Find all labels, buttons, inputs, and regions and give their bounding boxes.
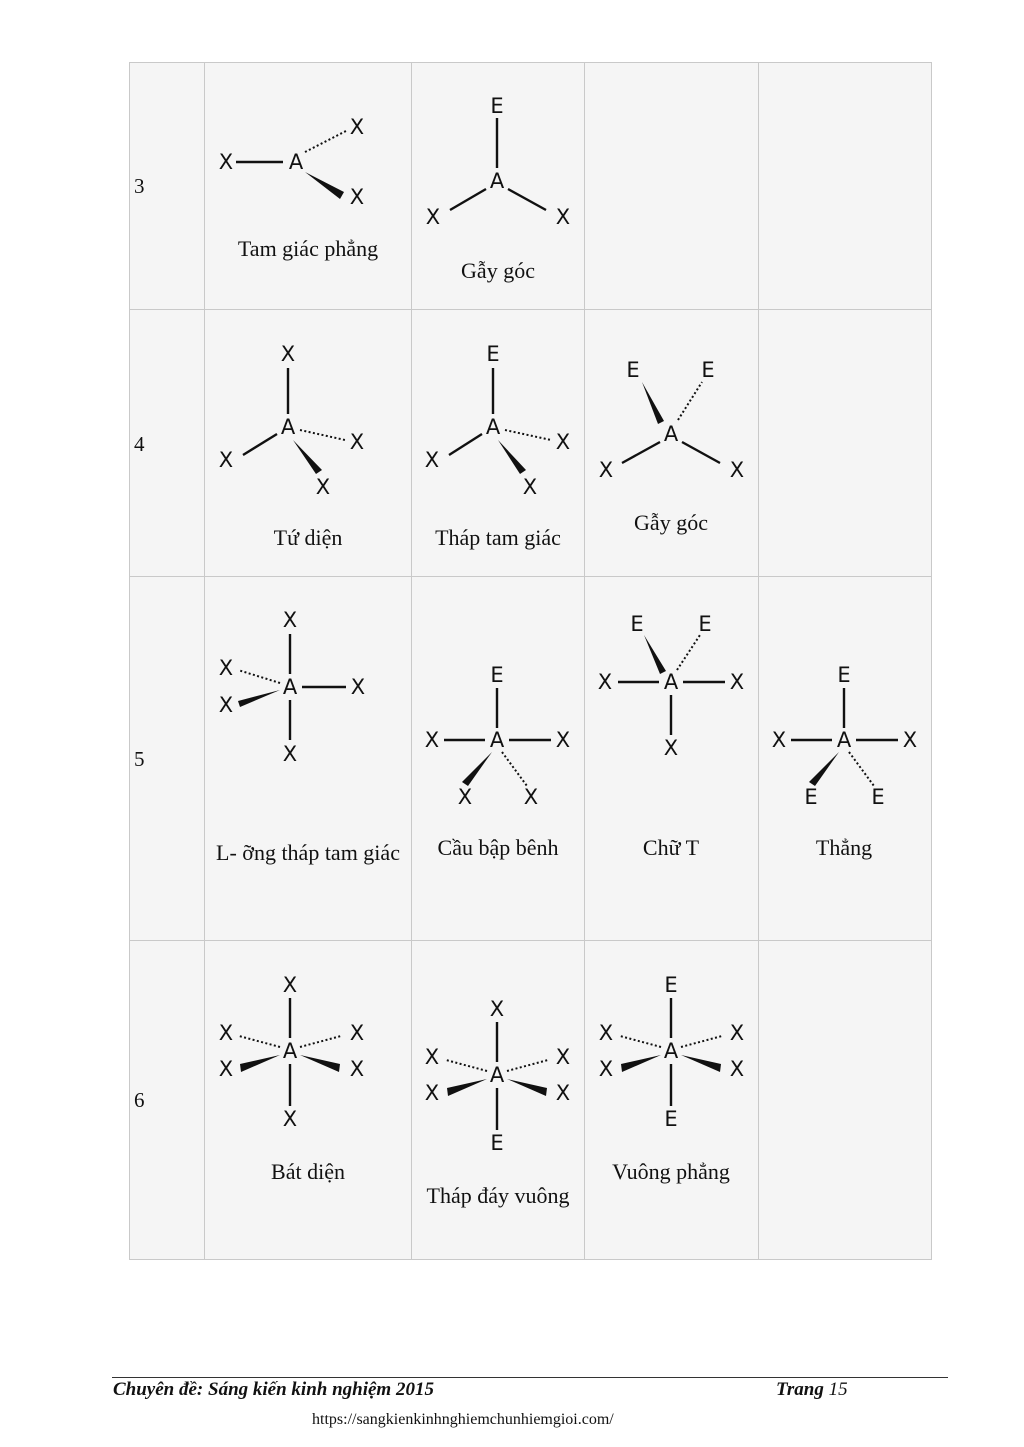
lone-pair-atom: E — [698, 612, 712, 636]
geometry-caption: Tứ diện — [273, 525, 343, 550]
ligand-atom: X — [598, 1057, 614, 1081]
ligand-atom: X — [424, 1045, 440, 1069]
ligand-atom: X — [350, 675, 366, 699]
ligand-atom: X — [555, 430, 571, 454]
table-border — [411, 62, 412, 1260]
ligand-atom: X — [282, 742, 298, 766]
table-border — [931, 62, 932, 1260]
bent-structure — [588, 350, 758, 495]
footer-rule — [112, 1377, 948, 1378]
t-shaped-structure — [588, 605, 758, 765]
table-border — [129, 576, 932, 577]
ligand-atom: X — [523, 785, 539, 809]
trigonal-bipyramidal-structure — [209, 600, 409, 775]
footer-title: Chuyên đề: Sáng kiến kinh nghiệm 2015 — [113, 1379, 434, 1400]
ligand-atom: X — [424, 1081, 440, 1105]
central-atom: A — [663, 670, 679, 694]
row-number: 6 — [134, 1088, 145, 1112]
ligand-atom: X — [282, 608, 298, 632]
ligand-atom: X — [663, 736, 679, 760]
table-border — [129, 309, 932, 310]
lone-pair-atom: E — [804, 785, 818, 809]
central-atom: A — [282, 675, 298, 699]
ligand-atom: X — [218, 656, 234, 680]
ligand-atom: X — [597, 670, 613, 694]
ligand-atom: X — [218, 448, 234, 472]
ligand-atom: X — [729, 458, 745, 482]
geometry-caption: Cầu bập bênh — [437, 835, 559, 860]
square-planar-structure — [588, 965, 758, 1140]
ligand-atom: X — [555, 1045, 571, 1069]
lone-pair-atom: E — [664, 1107, 678, 1131]
geometry-caption: Tháp tam giác — [435, 525, 561, 550]
table-border — [204, 62, 205, 1260]
ligand-atom: X — [349, 115, 365, 139]
geometry-caption: Gẫy góc — [461, 258, 535, 283]
lone-pair-atom: E — [626, 358, 640, 382]
geometry-caption: Chữ T — [642, 835, 700, 860]
ligand-atom: X — [282, 1107, 298, 1131]
central-atom: A — [836, 728, 852, 752]
trigonal-planar-structure — [209, 105, 409, 225]
geometry-caption: Tam giác phẳng — [237, 236, 379, 261]
table-border — [129, 1259, 932, 1260]
geometry-caption: Thẳng — [815, 835, 873, 860]
central-atom: A — [280, 415, 296, 439]
row-number: 3 — [134, 174, 145, 198]
linear-structure — [762, 655, 930, 815]
central-atom: A — [489, 169, 505, 193]
central-atom: A — [282, 1039, 298, 1063]
central-atom: A — [489, 1063, 505, 1087]
table-border — [758, 62, 759, 1260]
ligand-atom: X — [598, 458, 614, 482]
ligand-atom: X — [522, 475, 538, 499]
lone-pair-atom: E — [490, 1131, 504, 1155]
ligand-atom: X — [598, 1021, 614, 1045]
ligand-atom: X — [349, 1021, 365, 1045]
lone-pair-atom: E — [871, 785, 885, 809]
ligand-atom: X — [555, 1081, 571, 1105]
lone-pair-atom: E — [490, 663, 504, 687]
seesaw-structure — [415, 655, 585, 815]
ligand-atom: X — [218, 693, 234, 717]
row-number: 5 — [134, 747, 145, 771]
lone-pair-atom: E — [664, 973, 678, 997]
ligand-atom: X — [771, 728, 787, 752]
table-border — [129, 940, 932, 941]
ligand-atom: X — [218, 1057, 234, 1081]
trigonal-pyramidal-structure — [415, 335, 585, 505]
table-border — [129, 62, 932, 63]
ligand-atom: X — [424, 728, 440, 752]
lone-pair-atom: E — [837, 663, 851, 687]
octahedral-structure — [209, 965, 409, 1140]
lone-pair-atom: E — [630, 612, 644, 636]
ligand-atom: X — [218, 150, 234, 174]
tetrahedral-structure — [209, 335, 409, 505]
ligand-atom: X — [349, 185, 365, 209]
central-atom: A — [288, 150, 304, 174]
square-pyramidal-structure — [415, 990, 585, 1160]
footer-page — [776, 1379, 848, 1401]
ligand-atom: X — [315, 475, 331, 499]
geometry-caption: L- ỡng tháp tam giác — [216, 840, 400, 865]
central-atom: A — [663, 422, 679, 446]
ligand-atom: X — [729, 1057, 745, 1081]
geometry-caption: Gẫy góc — [634, 510, 708, 535]
geometry-caption: Bát diện — [271, 1159, 345, 1184]
ligand-atom: X — [349, 1057, 365, 1081]
lone-pair-atom: E — [490, 94, 504, 118]
lone-pair-atom: E — [486, 342, 500, 366]
ligand-atom: X — [349, 430, 365, 454]
footer-url[interactable]: https://sangkienkinhnghiemchunhiemgioi.com/ — [312, 1411, 614, 1428]
ligand-atom: X — [282, 973, 298, 997]
page-label: Trang — [776, 1379, 824, 1400]
central-atom: A — [663, 1039, 679, 1063]
ligand-atom: X — [489, 997, 505, 1021]
ligand-atom: X — [555, 205, 571, 229]
central-atom: A — [485, 415, 501, 439]
geometry-caption: Vuông phẳng — [612, 1159, 730, 1184]
ligand-atom: X — [555, 728, 571, 752]
ligand-atom: X — [425, 205, 441, 229]
lone-pair-atom: E — [701, 358, 715, 382]
table-border — [129, 62, 130, 1260]
ligand-atom: X — [729, 670, 745, 694]
bent-structure — [415, 90, 585, 235]
ligand-atom: X — [902, 728, 918, 752]
geometry-caption: Tháp đáy vuông — [426, 1183, 570, 1208]
ligand-atom: X — [729, 1021, 745, 1045]
ligand-atom: X — [457, 785, 473, 809]
central-atom: A — [489, 728, 505, 752]
row-number: 4 — [134, 432, 145, 456]
ligand-atom: X — [280, 342, 296, 366]
ligand-atom: X — [218, 1021, 234, 1045]
page-number: 15 — [828, 1379, 848, 1400]
ligand-atom: X — [424, 448, 440, 472]
